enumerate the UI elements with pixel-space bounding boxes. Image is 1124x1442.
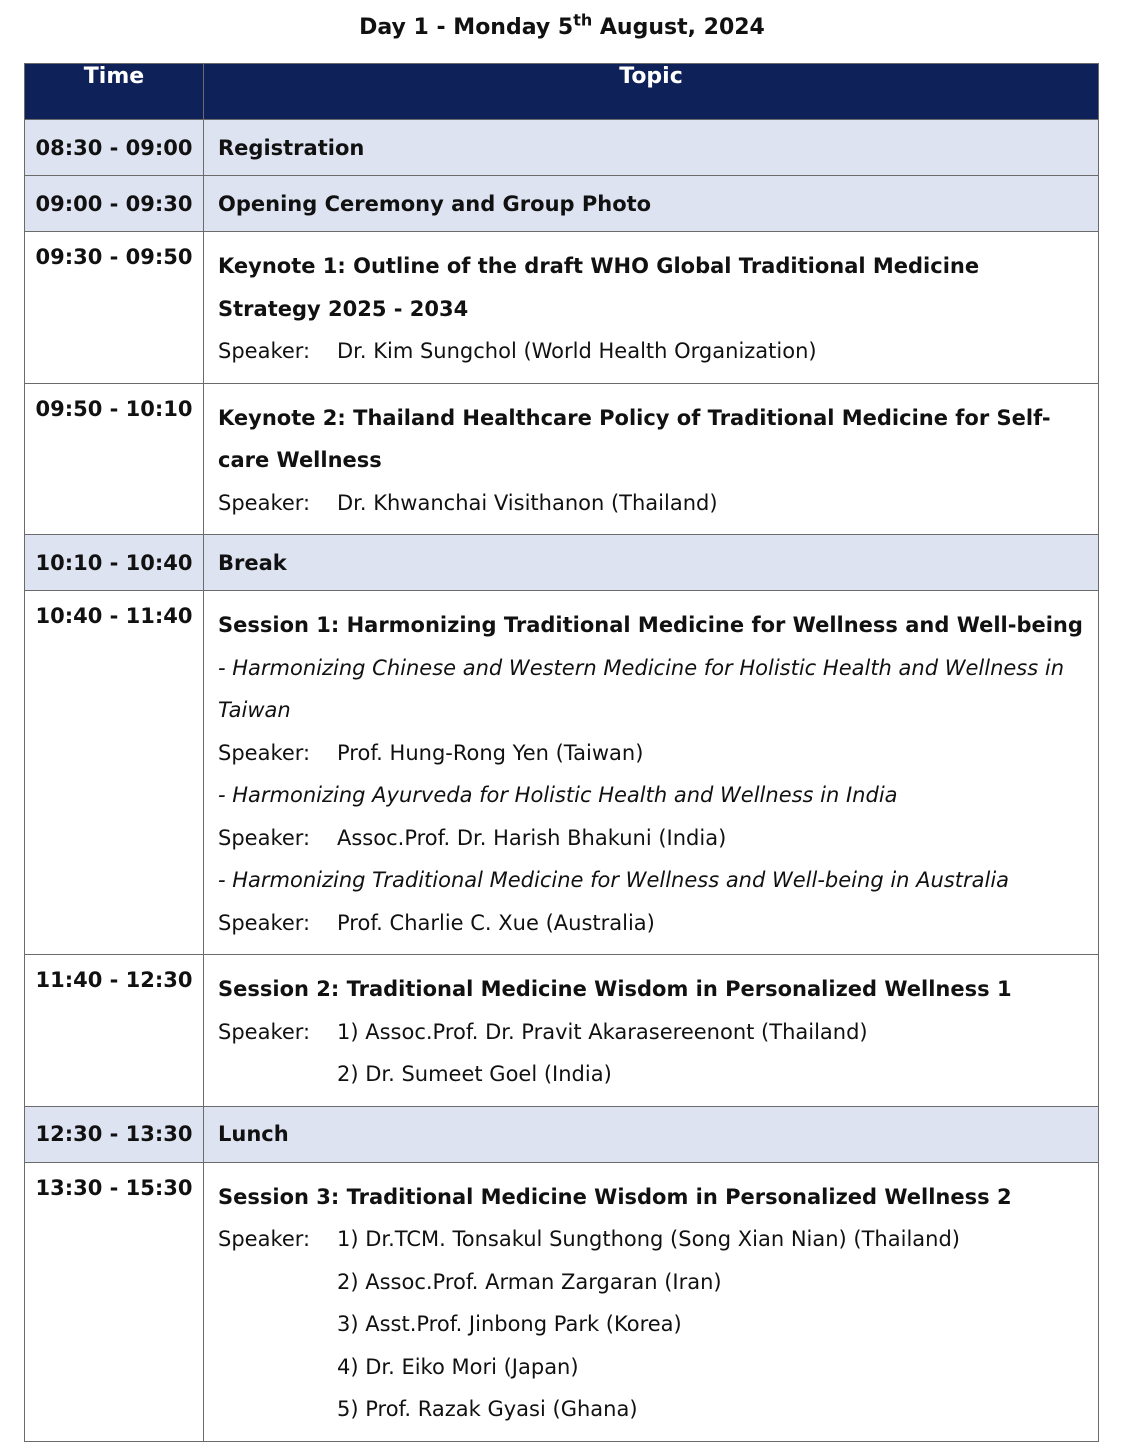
table-row xyxy=(25,955,1099,1107)
time-cell: 09:00 - 09:30 xyxy=(25,176,204,232)
talk-title: - Harmonizing Chinese and Western Medicine for Holistic Health and Wellness in Taiwan xyxy=(218,655,1064,722)
topic-cell xyxy=(204,955,1099,1107)
speaker-list xyxy=(337,1011,1084,1096)
speaker-label: Speaker: xyxy=(218,910,311,935)
topic-title: Session 1: Harmonizing Traditional Medicine for Wellness and Well-being xyxy=(218,613,1083,637)
speaker-name: 1) Assoc.Prof. Dr. Pravit Akarasereenont (Thailand) xyxy=(337,1019,868,1044)
speaker-label: Speaker: xyxy=(218,825,311,850)
time-cell: 11:40 - 12:30 xyxy=(25,955,204,1107)
topic-title: Session 2: Traditional Medicine Wisdom in Personalized Wellness 1 xyxy=(218,977,1012,1001)
topic-cell xyxy=(204,591,1099,955)
column-header-topic: Topic xyxy=(204,64,1099,120)
speaker-label: Speaker: xyxy=(218,740,311,765)
topic-cell: Break xyxy=(204,535,1099,591)
table-row xyxy=(25,535,1099,591)
speaker-name: 1) Dr.TCM. Tonsakul Sungthong (Song Xian Nian) (Thailand) xyxy=(337,1227,960,1251)
speaker-name: Assoc.Prof. Dr. Harish Bhakuni (India) xyxy=(337,825,727,850)
speaker-line xyxy=(218,330,1084,373)
topic-cell xyxy=(204,1162,1099,1441)
topic-cell xyxy=(204,383,1099,535)
header-row xyxy=(25,64,1099,120)
table-row xyxy=(25,1162,1099,1441)
time-cell: 09:50 - 10:10 xyxy=(25,383,204,535)
speaker-label: Speaker: xyxy=(218,1227,311,1251)
table-row xyxy=(25,176,1099,232)
speaker-name: 2) Assoc.Prof. Arman Zargaran (Iran) xyxy=(337,1269,722,1294)
speaker-name: 3) Asst.Prof. Jinbong Park (Korea) xyxy=(337,1312,682,1336)
speaker-name: Dr. Khwanchai Visithanon (Thailand) xyxy=(337,490,718,515)
topic-cell: Registration xyxy=(204,120,1099,176)
time-cell: 10:10 - 10:40 xyxy=(25,535,204,591)
speaker-line xyxy=(218,1218,1084,1431)
topic-cell xyxy=(204,232,1099,384)
speaker-name: 4) Dr. Eiko Mori (Japan) xyxy=(337,1354,579,1379)
talk-title: - Harmonizing Traditional Medicine for Wellness and Well-being in Australia xyxy=(218,868,1010,892)
topic-cell: Opening Ceremony and Group Photo xyxy=(204,176,1099,232)
speaker-label: Speaker: xyxy=(218,1019,311,1044)
speaker-line xyxy=(218,817,1084,860)
speaker-line xyxy=(218,482,1084,525)
table-row xyxy=(25,383,1099,535)
table-row xyxy=(25,1106,1099,1162)
topic-title: Keynote 1: Outline of the draft WHO Global Traditional Medicine Strategy 2025 - 2034 xyxy=(218,254,980,321)
speaker-name: Prof. Hung-Rong Yen (Taiwan) xyxy=(337,740,644,765)
speaker-line xyxy=(218,1011,1084,1096)
speaker-list xyxy=(337,1218,1084,1431)
talk-title: - Harmonizing Ayurveda for Holistic Health and Wellness in India xyxy=(218,783,898,807)
table-row xyxy=(25,232,1099,384)
speaker-name: 2) Dr. Sumeet Goel (India) xyxy=(337,1062,612,1086)
title-text-suffix: August, 2024 xyxy=(592,15,765,40)
title-text: Day 1 - Monday 5 xyxy=(359,15,574,40)
table-row xyxy=(25,591,1099,955)
topic-title: Keynote 2: Thailand Healthcare Policy of Traditional Medicine for Self-care Wellness xyxy=(218,405,1051,472)
speaker-name: Prof. Charlie C. Xue (Australia) xyxy=(337,910,655,935)
topic-title: Session 3: Traditional Medicine Wisdom in Personalized Wellness 2 xyxy=(218,1184,1012,1209)
table-row xyxy=(25,120,1099,176)
time-cell: 10:40 - 11:40 xyxy=(25,591,204,955)
time-cell: 08:30 - 09:00 xyxy=(25,120,204,176)
time-cell: 09:30 - 09:50 xyxy=(25,232,204,384)
time-cell: 12:30 - 13:30 xyxy=(25,1106,204,1162)
agenda-table xyxy=(24,63,1099,1442)
topic-cell: Lunch xyxy=(204,1106,1099,1162)
speaker-label: Speaker: xyxy=(218,490,311,515)
speaker-label: Speaker: xyxy=(218,339,311,363)
speaker-name: 5) Prof. Razak Gyasi (Ghana) xyxy=(337,1397,638,1421)
speaker-line xyxy=(218,732,1084,775)
page-title xyxy=(0,10,1124,46)
speaker-line xyxy=(218,902,1084,945)
title-superscript: th xyxy=(573,10,593,30)
speaker-name: Dr. Kim Sungchol (World Health Organization) xyxy=(337,339,817,363)
column-header-time: Time xyxy=(25,64,204,120)
time-cell: 13:30 - 15:30 xyxy=(25,1162,204,1441)
